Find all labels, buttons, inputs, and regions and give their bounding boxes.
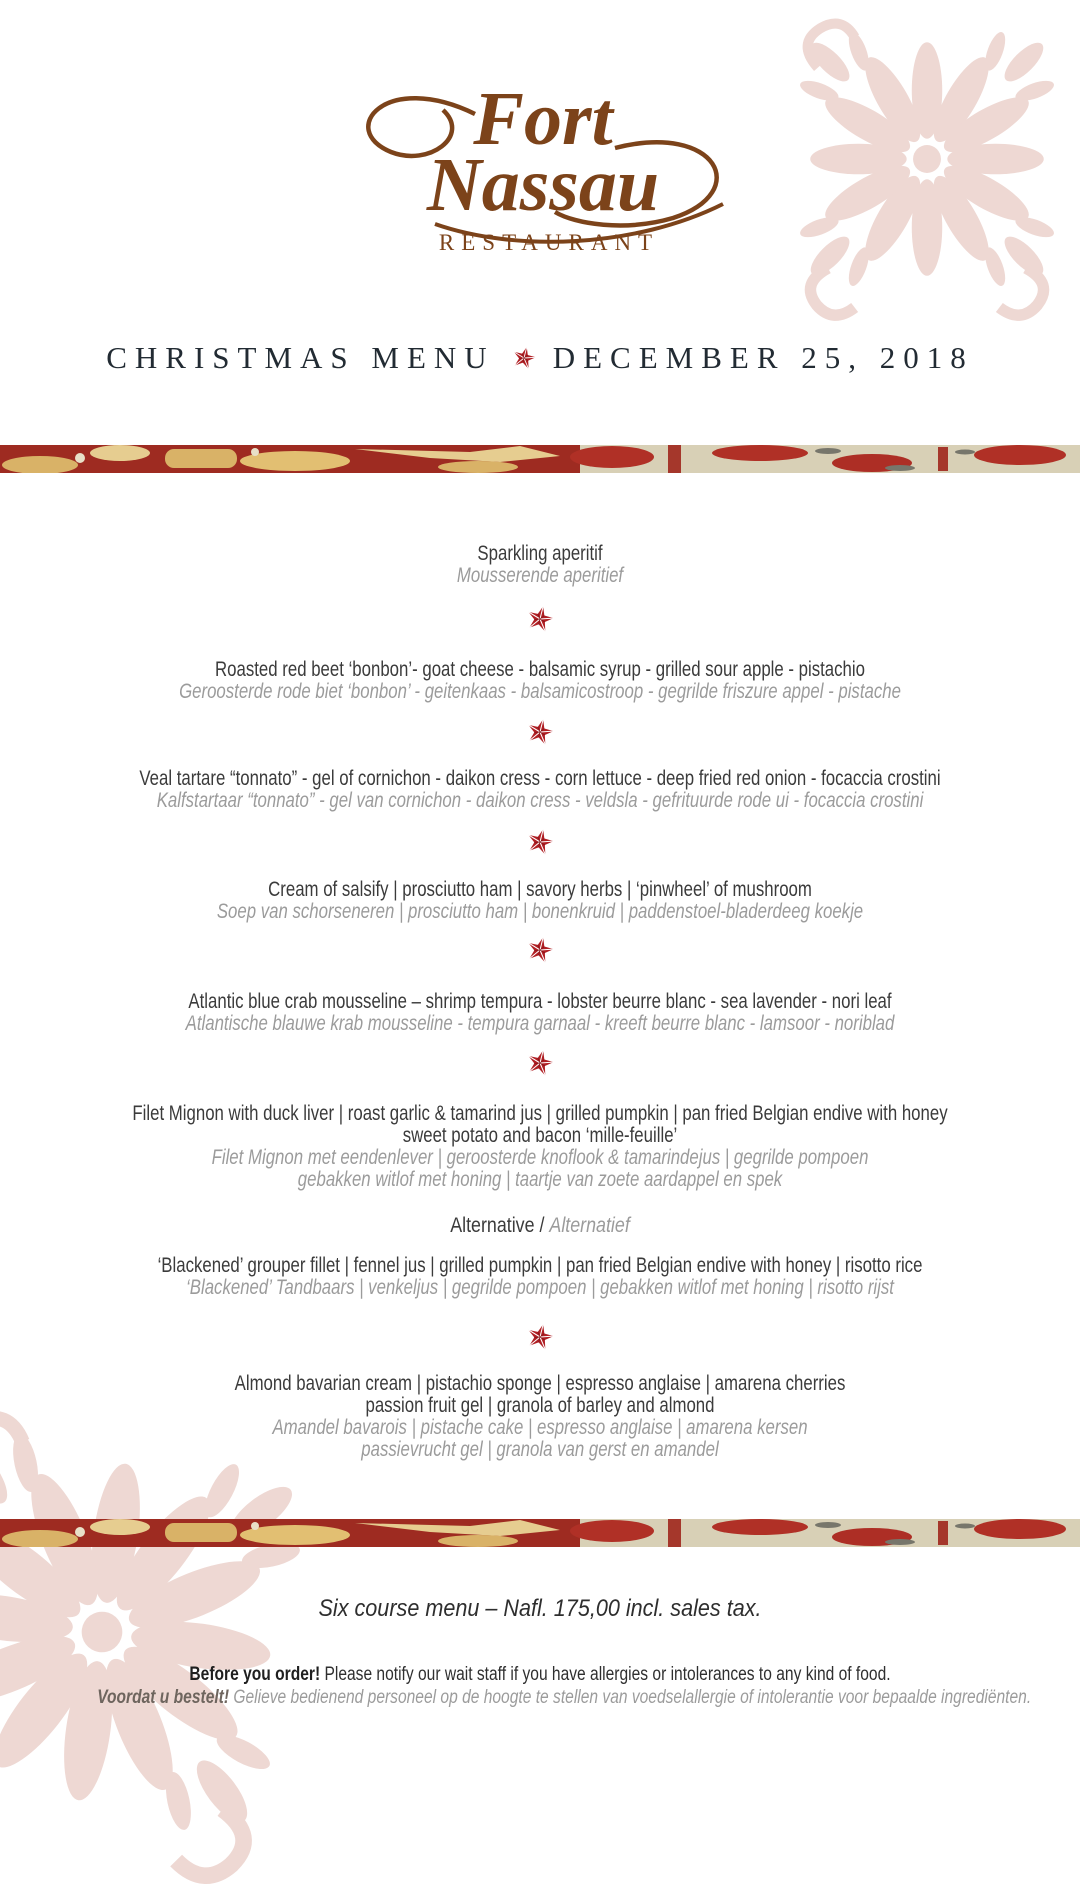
alternative-label-en: Alternative / xyxy=(450,1214,545,1237)
course-name-nl: Atlantische blauwe krab mousseline - tempura garnaal - kreeft beurre blanc - lamsoor - noriblad xyxy=(185,1012,895,1035)
banner-pattern-icon xyxy=(0,445,1080,473)
allergy-notice-nl xyxy=(0,1687,1080,1709)
course-name-nl: gebakken witlof met honing | taartje van zoete aardappel en spek xyxy=(297,1168,783,1191)
page-title-left: CHRISTMAS MENU xyxy=(106,340,495,375)
course-name-nl: Mousserende aperitief xyxy=(456,564,624,587)
page-title xyxy=(0,340,1080,376)
star-divider-icon xyxy=(525,1048,555,1078)
banner-pattern-icon xyxy=(0,1519,1080,1547)
price-line xyxy=(0,1595,1080,1622)
star-divider-icon xyxy=(525,1322,555,1352)
logo-text-nassau: Nassau xyxy=(426,143,660,227)
course-name-en: Roasted red beet ‘bonbon’- goat cheese - balsamic syrup - grilled sour apple - pistachio xyxy=(215,658,865,681)
course-divider xyxy=(0,1322,1080,1357)
course-name-en: Sparkling aperitif xyxy=(477,542,603,565)
star-divider-icon xyxy=(525,935,555,965)
alternative-label-nl: Alternatief xyxy=(549,1214,630,1237)
course-name-nl: Soep van schorseneren | prosciutto ham | bonenkruid | paddenstoel-bladerdeeg koekje xyxy=(216,900,864,923)
allergy-notice-nl-lead: Voordat u bestelt! xyxy=(97,1687,230,1708)
course-name-en: Veal tartare “tonnato” - gel of cornichon - daikon cress - corn lettuce - deep fried red onion - focaccia crostini xyxy=(139,767,941,790)
course-divider xyxy=(0,827,1080,862)
course-divider xyxy=(0,1048,1080,1083)
star-divider-icon xyxy=(525,604,555,634)
price-text: Six course menu – Nafl. 175,00 incl. sales tax. xyxy=(318,1595,762,1622)
star-divider-icon xyxy=(525,827,555,857)
alternative-label xyxy=(0,1215,1080,1237)
course-name-nl: Amandel bavarois | pistache cake | espresso anglaise | amarena kersen xyxy=(272,1416,808,1439)
course-name-en: Filet Mignon with duck liver | roast garlic & tamarind jus | grilled pumpkin | pan fried Belgian endive with honey xyxy=(132,1102,948,1125)
allergy-notice-en-lead: Before you order! xyxy=(189,1664,321,1685)
star-icon xyxy=(511,345,537,371)
course-name-en: Almond bavarian cream | pistachio sponge | espresso anglaise | amarena cherries xyxy=(234,1372,846,1395)
allergy-notice-en-text: Please notify our wait staff if you have allergies or intolerances to any kind of food. xyxy=(320,1664,891,1685)
course-name-nl: passievrucht gel | granola van gerst en amandel xyxy=(361,1438,719,1461)
course-divider xyxy=(0,717,1080,752)
course-aperitif xyxy=(0,543,1080,587)
course-crab-mousseline xyxy=(0,991,1080,1035)
course-divider xyxy=(0,935,1080,970)
ornamental-border-bottom xyxy=(0,1519,1080,1547)
course-name-en: Cream of salsify | prosciutto ham | savory herbs | ‘pinwheel’ of mushroom xyxy=(268,878,812,901)
allergy-notice-nl-text: Gelieve bedienend personeel op de hoogte te stellen van voedselallergie of intolerantie voor bepaalde ingrediënten. xyxy=(229,1687,1032,1708)
course-name-en: Atlantic blue crab mousseline – shrimp tempura - lobster beurre blanc - sea lavender - nori leaf xyxy=(188,990,892,1013)
page-title-right: DECEMBER 25, 2018 xyxy=(552,340,974,375)
logo-text-restaurant: RESTAURANT xyxy=(438,230,660,255)
course-name-en: ‘Blackened’ grouper fillet | fennel jus | grilled pumpkin | pan fried Belgian endive with honey | risotto rice xyxy=(157,1254,923,1277)
course-name-en: passion fruit gel | granola of barley and almond xyxy=(365,1394,715,1417)
course-name-nl: Kalfstartaar “tonnato” - gel van cornichon - daikon cress - veldsla - gefrituurde rode ui - focaccia crostini xyxy=(156,789,924,812)
ornamental-border-top xyxy=(0,445,1080,473)
course-name-nl: Filet Mignon met eendenlever | geroosterde knoflook & tamarindejus | gegrilde pompoen xyxy=(211,1146,869,1169)
course-dessert xyxy=(0,1373,1080,1461)
course-divider xyxy=(0,604,1080,639)
restaurant-logo xyxy=(0,52,1080,262)
star-divider-icon xyxy=(525,717,555,747)
course-name-nl: ‘Blackened’ Tandbaars | venkeljus | gegrilde pompoen | gebakken witlof met honing | risotto rijst xyxy=(186,1276,894,1299)
logo-text-fort: Fort xyxy=(473,77,613,161)
course-grouper-alternative xyxy=(0,1255,1080,1299)
course-salsify-soup xyxy=(0,879,1080,923)
course-filet-mignon xyxy=(0,1103,1080,1191)
course-name-nl: Geroosterde rode biet ‘bonbon’ - geitenkaas - balsamicostroop - gegrilde friszure appel - pistache xyxy=(179,680,901,703)
course-veal-tartare xyxy=(0,768,1080,812)
course-name-en: sweet potato and bacon ‘mille-feuille’ xyxy=(402,1124,678,1147)
fort-nassau-logo-icon xyxy=(325,52,755,262)
allergy-notice-en xyxy=(0,1664,1080,1686)
course-red-beet xyxy=(0,659,1080,703)
